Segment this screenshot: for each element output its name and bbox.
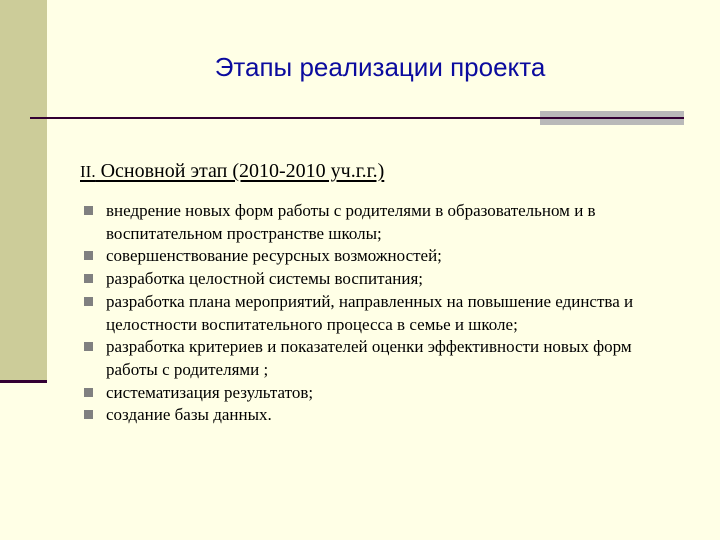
left-bar-underline bbox=[0, 380, 47, 383]
list-item bbox=[82, 404, 682, 427]
stage-heading bbox=[80, 160, 384, 183]
list-item-text: систематизация результатов; bbox=[106, 382, 314, 402]
title-divider bbox=[30, 117, 540, 119]
square-bullet-icon bbox=[84, 388, 93, 397]
square-bullet-icon bbox=[84, 342, 93, 351]
list-item bbox=[82, 268, 682, 291]
square-bullet-icon bbox=[84, 251, 93, 260]
list-item-text: разработка целостной системы воспитания; bbox=[106, 269, 424, 289]
list-item bbox=[82, 291, 682, 336]
square-bullet-icon bbox=[84, 206, 93, 215]
title-divider-accent-line bbox=[540, 117, 684, 119]
list-item bbox=[82, 382, 682, 405]
slide-title: Этапы реализации проекта bbox=[214, 52, 546, 82]
list-item-text: разработка плана мероприятий, направленных на повышение единства и целостности воспитательного процесса в семье и школе; bbox=[106, 291, 634, 334]
list-item-text: совершенствование ресурсных возможностей; bbox=[106, 246, 442, 266]
tasks-list bbox=[82, 200, 682, 427]
list-item-text: внедрение новых форм работы с родителями в образовательном и в воспитательном пространстве школы; bbox=[106, 201, 596, 243]
stage-heading-text: Основной этап (2010-2010 уч.г.г.) bbox=[95, 160, 385, 182]
list-item-text: создание базы данных. bbox=[106, 405, 272, 425]
list-item bbox=[82, 200, 682, 245]
stage-number: II. bbox=[80, 162, 96, 181]
square-bullet-icon bbox=[84, 410, 93, 419]
list-item bbox=[82, 245, 682, 268]
list-item bbox=[82, 336, 682, 381]
square-bullet-icon bbox=[84, 274, 93, 283]
list-item-text: разработка критериев и показателей оценки эффективности новых форм работы с родителями ; bbox=[106, 337, 632, 379]
square-bullet-icon bbox=[84, 297, 93, 306]
